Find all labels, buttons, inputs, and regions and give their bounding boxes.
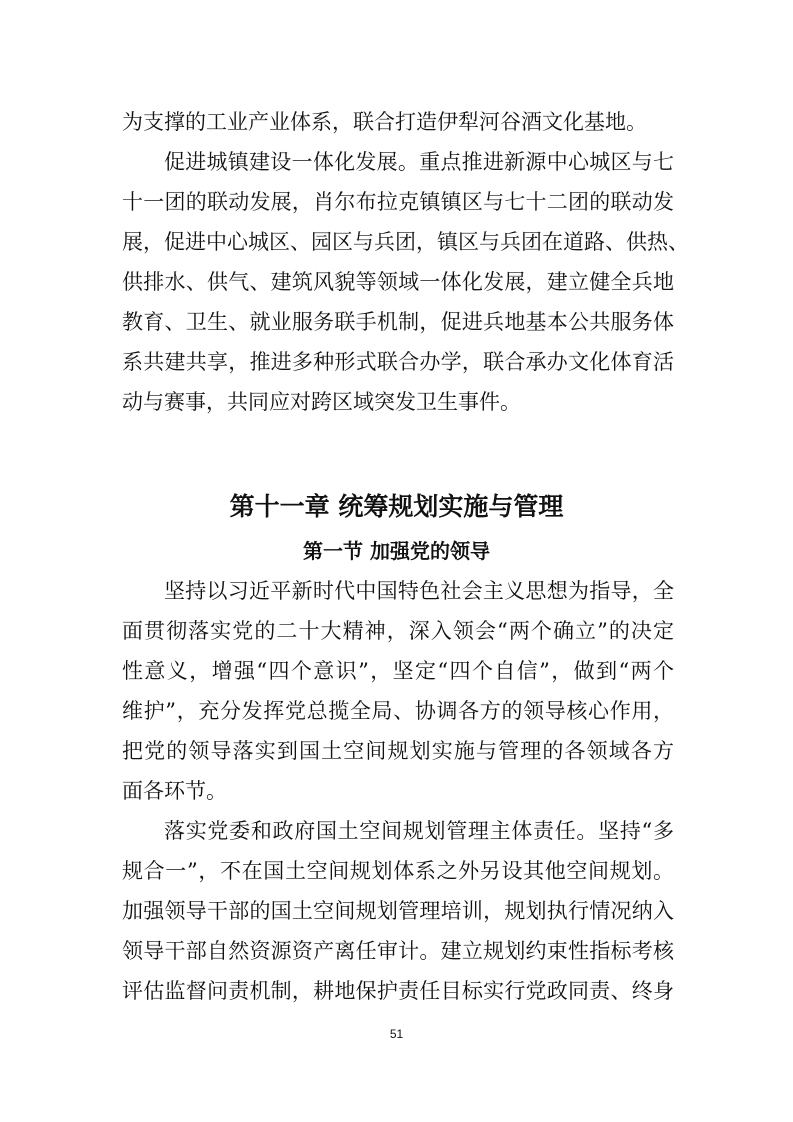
paragraph-responsibility-line-4: 领导干部自然资源资产离任审计。建立规划约束性指标考核 xyxy=(122,939,674,963)
paragraph-urban-line-5: 教育、卫生、就业服务联手机制，促进兵地基本公共服务体 xyxy=(122,310,674,334)
paragraph-party-line-1: 坚持以习近平新时代中国特色社会主义思想为指导，全 xyxy=(164,579,674,603)
paragraph-top-line-1: 为支撑的工业产业体系，联合打造伊犁河谷酒文化基地。 xyxy=(122,110,647,134)
paragraph-urban-line-6: 系共建共享，推进多种形式联合办学，联合承办文化体育活 xyxy=(122,350,674,374)
paragraph-party-line-4: 维护”，充分发挥党总揽全局、协调各方的领导核心作用， xyxy=(122,699,674,723)
paragraph-urban-line-7: 动与赛事，共同应对跨区域突发卫生事件。 xyxy=(122,390,521,414)
paragraph-party-line-3: 性意义，增强“四个意识”，坚定“四个自信”，做到“两个 xyxy=(122,659,674,683)
page-number: 51 xyxy=(389,1027,404,1041)
section-title: 第一节 加强党的领导 xyxy=(303,539,490,563)
paragraph-responsibility-line-3: 加强领导干部的国土空间规划管理培训，规划执行情况纳入 xyxy=(122,899,674,923)
paragraph-responsibility-line-5: 评估监督问责机制，耕地保护责任目标实行党政同责、终身 xyxy=(122,979,674,1003)
paragraph-urban-line-4: 供排水、供气、建筑风貌等领域一体化发展，建立健全兵地 xyxy=(122,270,674,294)
paragraph-party-line-5: 把党的领导落实到国土空间规划实施与管理的各领域各方 xyxy=(122,739,674,763)
paragraph-party-line-2: 面贯彻落实党的二十大精神，深入领会“两个确立”的决定 xyxy=(122,619,674,643)
paragraph-responsibility-line-1: 落实党委和政府国土空间规划管理主体责任。坚持“多 xyxy=(164,819,674,843)
paragraph-party-line-6: 面各环节。 xyxy=(122,779,227,803)
paragraph-urban-line-1: 促进城镇建设一体化发展。重点推进新源中心城区与七 xyxy=(164,150,674,174)
paragraph-responsibility-line-2: 规合一”，不在国土空间规划体系之外另设其他空间规划。 xyxy=(122,859,674,883)
paragraph-urban-line-2: 十一团的联动发展，肖尔布拉克镇镇区与七十二团的联动发 xyxy=(122,190,674,214)
chapter-title: 第十一章 统筹规划实施与管理 xyxy=(229,492,564,521)
paragraph-urban-line-3: 展，促进中心城区、园区与兵团，镇区与兵团在道路、供热、 xyxy=(122,230,689,254)
